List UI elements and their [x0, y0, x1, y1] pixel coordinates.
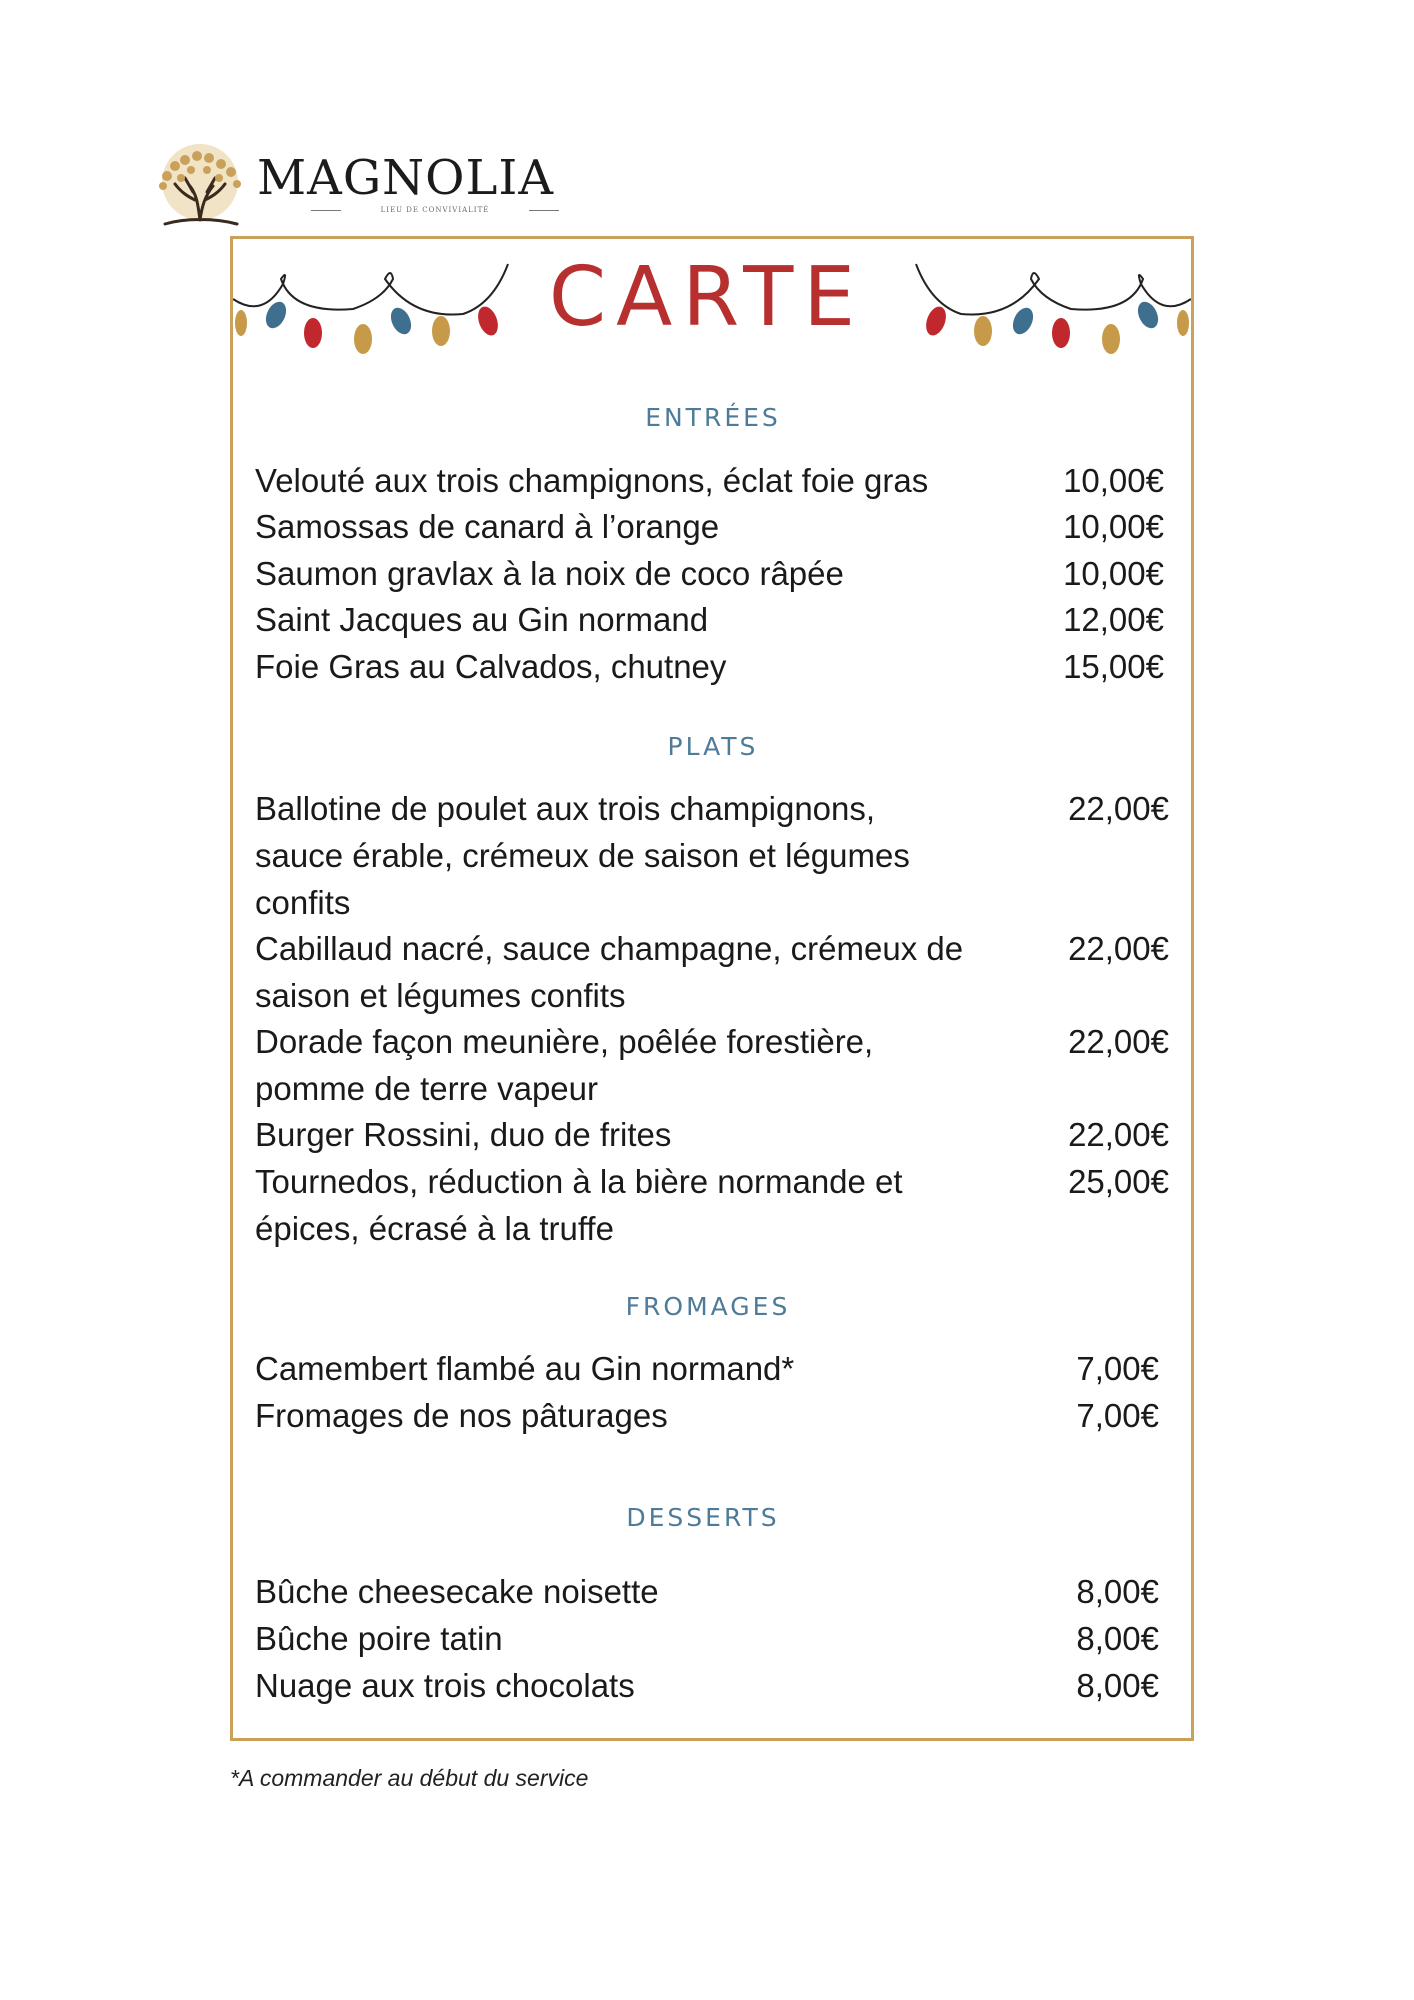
menu-item-name: Cabillaud nacré, sauce champagne, crémeux de saison et légumes confits [255, 930, 964, 1014]
menu-item-price: 8,00€ [1076, 1667, 1159, 1704]
menu-item-price: 25,00€ [1068, 1163, 1169, 1200]
menu-item-name: Bûche cheesecake noisette [255, 1573, 659, 1610]
brand-logo [145, 140, 555, 230]
menu-item-price: 10,00€ [1063, 555, 1164, 592]
menu-item-name: Samossas de canard à l’orange [255, 508, 720, 545]
magnolia-tree-icon [145, 140, 255, 230]
menu-item-price: 15,00€ [1063, 648, 1164, 685]
menu-item-price: 22,00€ [1068, 930, 1169, 967]
menu-item-name: Burger Rossini, duo de frites [255, 1116, 672, 1153]
menu-item-price: 22,00€ [1068, 1116, 1169, 1153]
menu-title: CARTE [548, 250, 866, 345]
menu-item-price: 22,00€ [1068, 790, 1169, 827]
menu-item-name: Saumon gravlax à la noix de coco râpée [255, 555, 844, 592]
menu-item-price: 8,00€ [1076, 1573, 1159, 1610]
section-heading-entrees: ENTRÉES [645, 403, 781, 432]
menu-item-price: 12,00€ [1063, 601, 1164, 638]
menu-item-price: 22,00€ [1068, 1023, 1169, 1060]
menu-item-price: 7,00€ [1076, 1397, 1159, 1434]
menu-item-name: Saint Jacques au Gin normand [255, 601, 709, 638]
menu-item-name: Velouté aux trois champignons, éclat foie gras [255, 462, 929, 499]
footnote: *A commander au début du service [230, 1765, 589, 1791]
menu-item-price: 8,00€ [1076, 1620, 1159, 1657]
brand-name: MAGNOLIA [257, 150, 555, 206]
menu-item-price: 7,00€ [1076, 1350, 1159, 1387]
section-heading-fromages: FROMAGES [625, 1292, 791, 1321]
menu-item-name: Dorade façon meunière, poêlée forestière, pomme de terre vapeur [255, 1023, 874, 1107]
menu-item-name: Foie Gras au Calvados, chutney [255, 648, 727, 685]
section-heading-desserts: DESSERTS [626, 1503, 780, 1532]
menu-item-name: Nuage aux trois chocolats [255, 1667, 635, 1704]
brand-tagline: LIEU DE CONVIVIALITÉ [345, 206, 525, 214]
menu-item-name: Tournedos, réduction à la bière normande et épices, écrasé à la truffe [255, 1163, 903, 1247]
menu-item-name: Fromages de nos pâturages [255, 1397, 668, 1434]
menu-item-name: Camembert flambé au Gin normand* [255, 1350, 795, 1387]
menu-item-price: 10,00€ [1063, 508, 1164, 545]
section-heading-plats: PLATS [667, 732, 759, 761]
menu-item-price: 10,00€ [1063, 462, 1164, 499]
menu-item-name: Bûche poire tatin [255, 1620, 503, 1657]
menu-item-name: Ballotine de poulet aux trois champignons, sauce érable, crémeux de saison et légumes confits [255, 790, 910, 921]
